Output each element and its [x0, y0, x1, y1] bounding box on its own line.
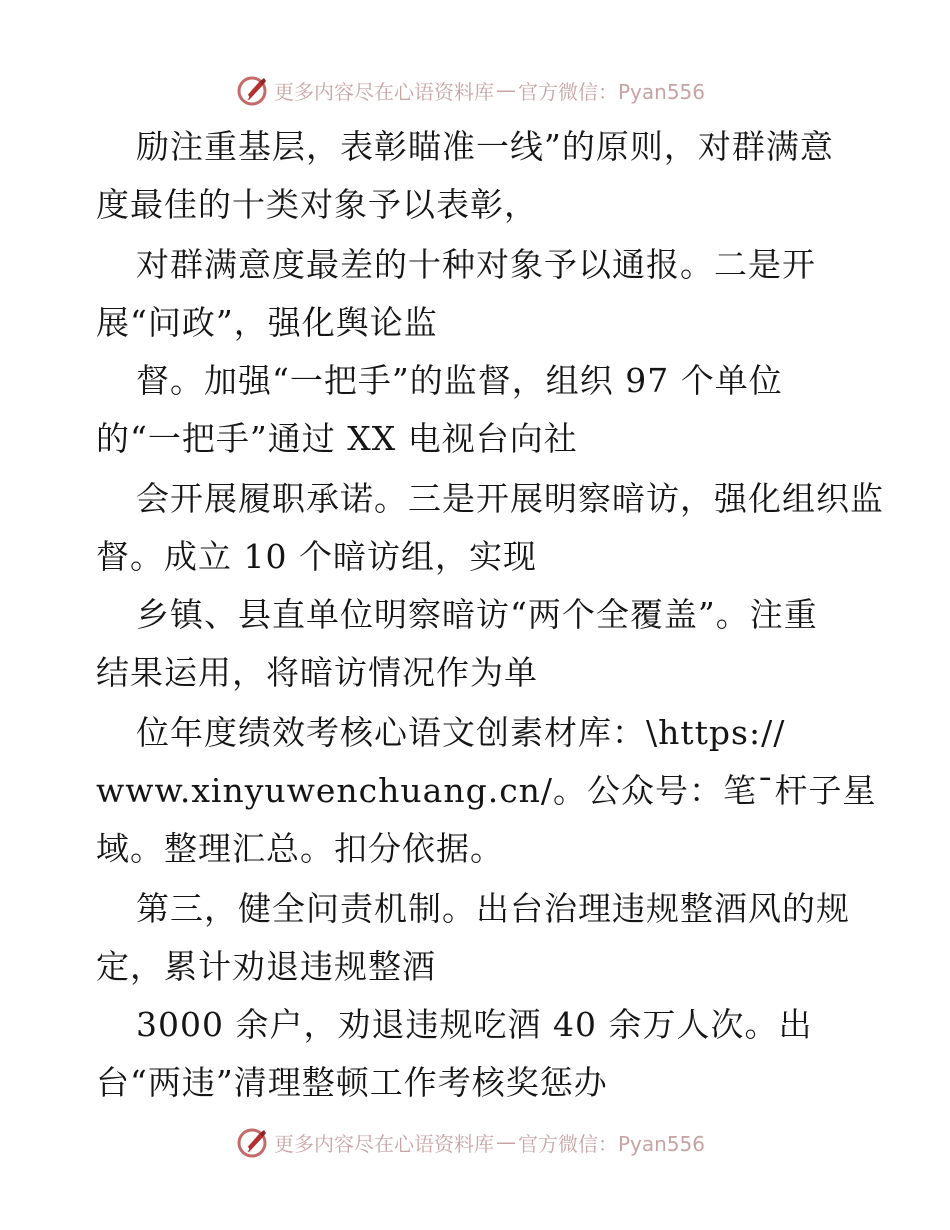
banner-wechat-account: 官方微信：Pyan556	[518, 1131, 706, 1156]
body-line: www.xinyuwenchuang.cn/。公众号：笔¯杆子星	[96, 771, 877, 810]
banner-separator: —	[496, 78, 516, 102]
body-line: 会开展履职承诺。三是开展明察暗访，强化组织监	[136, 479, 884, 518]
banner-slogan: 更多内容尽在心语资料库	[274, 79, 494, 104]
body-line: 台“两违”清理整顿工作考核奖惩办	[96, 1063, 608, 1102]
body-line: 展“问政”，强化舆论监	[96, 303, 438, 342]
body-line: 乡镇、县直单位明察暗访“两个全覆盖”。注重	[136, 595, 818, 634]
body-line: 域。整理汇总。扣分依据。	[96, 829, 504, 868]
banner-slogan: 更多内容尽在心语资料库	[274, 1131, 494, 1156]
banner-separator: —	[496, 1130, 516, 1154]
footer-banner	[0, 1122, 950, 1162]
body-line: 3000 余户，劝退违规吃酒 40 余万人次。出	[136, 1005, 813, 1044]
body-line: 位年度绩效考核心语文创素材库：\https://	[136, 713, 786, 752]
header-banner	[0, 70, 950, 110]
body-line: 定，累计劝退违规整酒	[96, 947, 436, 986]
body-line: 督。成立 10 个暗访组，实现	[96, 537, 537, 576]
brand-logo-icon	[236, 1125, 270, 1159]
brand-logo-icon	[236, 73, 270, 107]
banner-wechat-account: 官方微信：Pyan556	[518, 79, 706, 104]
body-line: 第三，健全问责机制。出台治理违规整酒风的规	[136, 889, 850, 928]
body-line: 度最佳的十类对象予以表彰，	[96, 185, 538, 224]
body-line: 结果运用，将暗访情况作为单	[96, 653, 538, 692]
body-line: 督。加强“一把手”的监督，组织 97 个单位	[136, 361, 783, 400]
body-line: 对群满意度最差的十种对象予以通报。二是开	[136, 245, 816, 284]
body-line: 励注重基层，表彰瞄准一线”的原则，对群满意	[136, 127, 834, 166]
body-line: 的“一把手”通过 XX 电视台向社	[96, 419, 578, 458]
